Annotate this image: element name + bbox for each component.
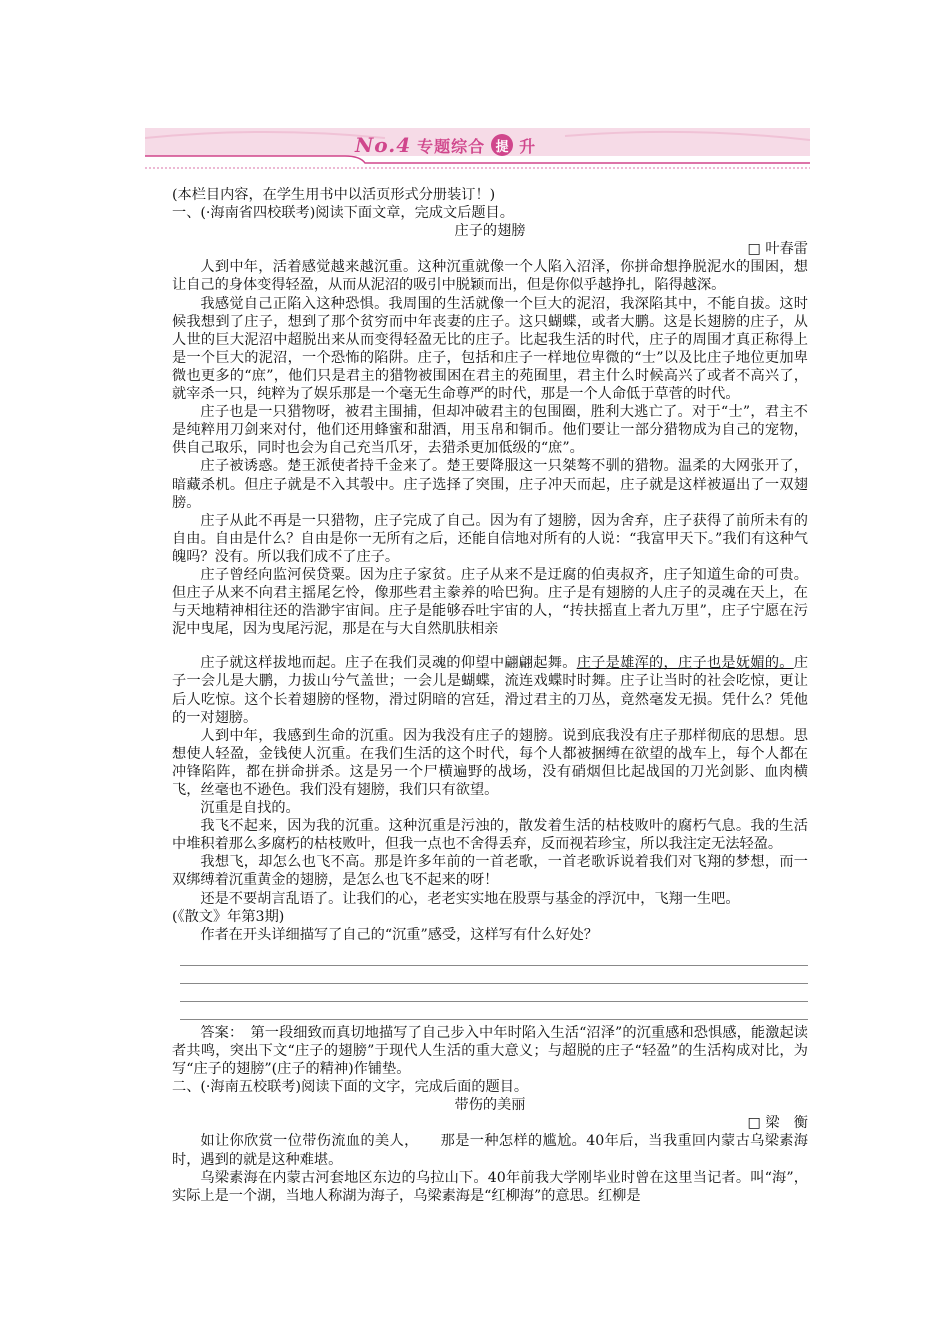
binding-note: (本栏目内容，在学生用书中以活页形式分册装订！) — [172, 187, 496, 203]
underlined-sentence: 庄子是雄浑的，庄子也是妩媚的。 — [576, 655, 794, 672]
section-title — [355, 132, 536, 158]
question-text: 作者在开头详细描写了自己的“沉重”感受，这样写有什么好处？ — [200, 926, 598, 943]
paragraph: 如让你欣赏一位带伤流血的美人， 那是一种怎样的尴尬。40年后，当我重回内蒙古乌梁素海时，遇到的就是这种难堪。 — [172, 1133, 808, 1168]
paragraph-text: 庄子一会儿是大鹏，力拔山兮气盖世；一会儿是蝴蝶，流连戏蝶时时舞。庄子让当时的社会吃惊，更让后人吃惊。这个长着翅膀的怪物，滑过阴暗的宫廷，滑过君主的刀丛，竟然毫发无损。凭什么？凭他的一对翅膀。 — [172, 655, 808, 726]
section-title-text: 专题综合 — [417, 136, 486, 156]
answer-line[interactable] — [180, 948, 808, 966]
answer-lines[interactable] — [172, 948, 808, 1020]
paragraph: 沉重是自找的。 — [200, 800, 300, 817]
answer-line[interactable] — [180, 984, 808, 1002]
paragraph: 庄子也是一只猎物呀，被君主围捕，但却冲破君主的包围圈，胜利大逃亡了。对于“士”，君主不是纯粹用刀剑来对付，他们还用蜂蜜和甜酒，用玉帛和铜币。他们要让一部分猎物成为自己的宠物，供自己取乐，同时也会为自己充当爪牙，去猎杀更加低级的“庶”。 — [172, 404, 808, 457]
paragraph: 我感觉自己正陷入这种恐惧。我周围的生活就像一个巨大的泥沼，我深陷其中，不能自拔。这时候我想到了庄子，想到了那个贫穷而中年丧妻的庄子。这只蝴蝶，或者大鹏。这是长翅膀的庄子，从人世的巨大泥沼中超脱出来从而变得轻盈无比的庄子。比起我生活的时代，庄子的周围才真正称得上是一个巨大的泥沼，一个恐怖的陷阱。庄子，包括和庄子一样地位卑微的“士”以及比庄子地位更加卑微也更多的“庶”，他们只是君主的猎物被围困在君主的苑囿里，君主什么时候高兴了或者不高兴了，就宰杀一只，纯粹为了娱乐那是一个毫无生命尊严的时代，那是一个人命低于草菅的时代。 — [172, 295, 808, 403]
paragraph: 庄子被诱惑。楚王派使者持千金来了。楚王要降服这一只桀骜不驯的猎物。温柔的大网张开了，暗藏杀机。但庄子就是不入其彀中。庄子选择了突围，庄子冲天而起，庄子就是这样被逼出了一双翅膀。 — [172, 458, 808, 511]
article-author-2: □ 梁 衡 — [747, 1115, 808, 1132]
question-intro-2: 二、(·海南五校联考)阅读下面的文字，完成后面的题目。 — [172, 1079, 529, 1096]
title-badge-ti: 提 — [491, 134, 513, 156]
paragraph: 我想飞，却怎么也飞不高。那是许多年前的一首老歌，一首老歌诉说着我们对飞翔的梦想，而一双绑缚着沉重黄金的翅膀，是怎么也飞不起来的呀！ — [172, 854, 808, 889]
paragraph: 乌梁素海在内蒙古河套地区东边的乌拉山下。40年前我大学刚毕业时曾在这里当记者。叫“海”，实际上是一个湖，当地人称湖为海子，乌梁素海是“红柳海”的意思。红柳是 — [172, 1169, 808, 1204]
paragraph: 还是不要胡言乱语了。让我们的心，老老实实地在股票与基金的浮沉中，飞翔一生吧。 — [200, 890, 740, 907]
source-citation: (《散文》年第3期) — [172, 908, 285, 925]
section-number: No.4 — [355, 133, 412, 157]
article-title-2: 带伤的美丽 — [454, 1097, 526, 1114]
answer-line[interactable] — [180, 966, 808, 984]
question-intro-1: 一、(·海南省四校联考)阅读下面文章，完成文后题目。 — [172, 205, 514, 222]
title-char-sheng: 升 — [519, 136, 537, 156]
answer-text: 答案： 第一段细致而真切地描写了自己步入中年时陷入生活“沼泽”的沉重感和恐惧感，能激起读者共鸣，突出下文“庄子的翅膀”于现代人生活的重大意义；与超脱的庄子“轻盈”的生活构成对比，为写“庄子的翅膀”(庄子的精神)作铺垫。 — [172, 1024, 808, 1078]
answer-line[interactable] — [180, 1002, 808, 1020]
paragraph — [172, 654, 808, 726]
paragraph: 庄子曾经向监河侯贷粟。因为庄子家贫。庄子从来不是迂腐的伯夷叔齐，庄子知道生命的可贵。但庄子从来不向君主摇尾乞怜，像那些君主豢养的哈巴狗。庄子是有翅膀的人庄子的灵魂在天上，在与天地精神相往还的浩渺宇宙间。庄子是能够吞吐宇宙的人，“抟扶摇直上者九万里”，庄子宁愿在污泥中曳尾，因为曳尾污泥，那是在与大自然肌肤相亲 — [172, 566, 808, 638]
paragraph: 庄子从此不再是一只猎物，庄子完成了自己。因为有了翅膀，因为舍弃，庄子获得了前所未有的自由。自由是什么？自由是你一无所有之后，还能自信地对所有的人说：“我富甲天下。”我们有这种气魄吗？没有。所以我们成不了庄子。 — [172, 512, 808, 565]
paragraph-text: 庄子就这样拔地而起。庄子在我们灵魂的仰望中翩翩起舞。 — [200, 655, 577, 672]
document-body — [172, 186, 808, 1205]
paragraph: 我飞不起来，因为我的沉重。这种沉重是污浊的，散发着生活的枯枝败叶的腐朽气息。我的生活中堆积着那么多腐朽的枯枝败叶，但我一点也不舍得丢弃，反而视若珍宝，所以我注定无法轻盈。 — [172, 818, 808, 853]
article-author-1: □ 叶春雷 — [747, 241, 808, 258]
article-title-1: 庄子的翅膀 — [454, 223, 526, 240]
paragraph: 人到中年，我感到生命的沉重。因为我没有庄子的翅膀。说到底我没有庄子那样彻底的思想。思想使人轻盈，金钱使人沉重。在我们生活的这个时代，每个人都被捆缚在欲望的战车上，每个人都在冲锋陷阵，都在拼命拼杀。这是另一个尸横遍野的战场，没有硝烟但比起战国的刀光剑影、血肉横飞，丝毫也不逊色。我们没有翅膀，我们只有欲望。 — [172, 727, 808, 798]
paragraph: 人到中年，活着感觉越来越沉重。这种沉重就像一个人陷入沼泽，你拼命想挣脱泥水的围困，想让自己的身体变得轻盈，从而从泥沼的吸引中脱颖而出，但是你似乎越挣扎，陷得越深。 — [172, 259, 808, 294]
